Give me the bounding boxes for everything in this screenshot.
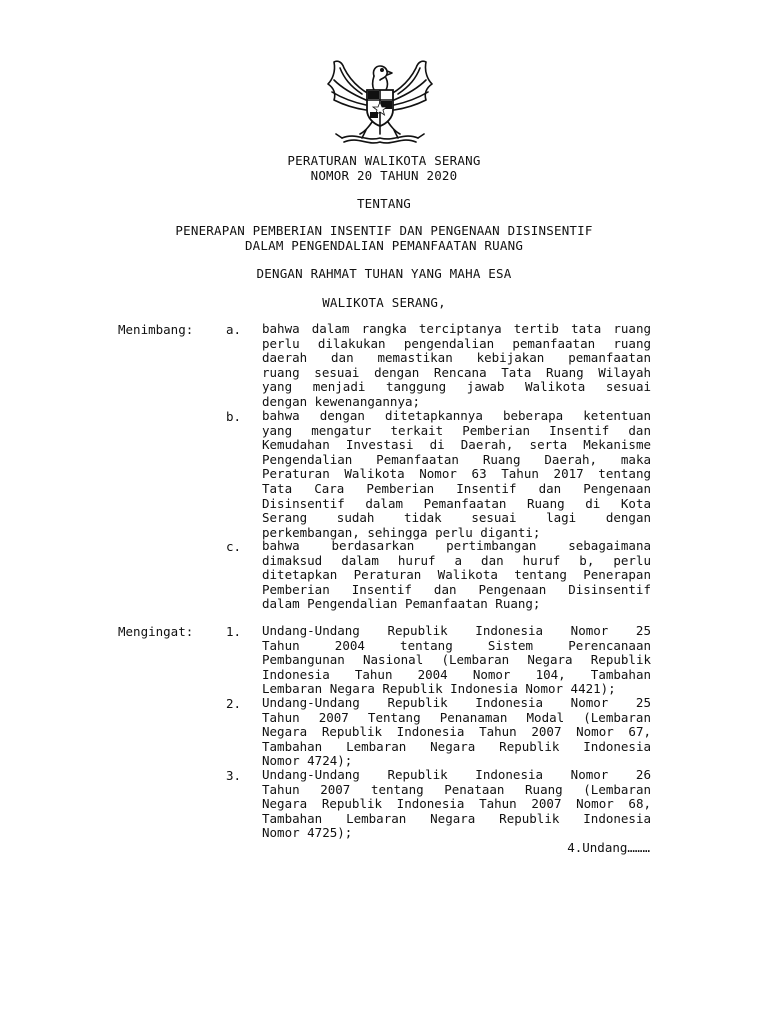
regulation-number: NOMOR 20 TAHUN 2020 [310, 168, 458, 183]
text-line: dengan kewenangannya; [262, 394, 421, 409]
text-line: Indonesia Tahun 2004 Nomor 104, Tambahan [262, 667, 651, 682]
text-line: Serang sudah tidak sesuai lagi dengan [262, 511, 651, 526]
item-text [262, 322, 651, 410]
menimbang-label: Menimbang: [118, 322, 194, 337]
subject-line-1: PENERAPAN PEMBERIAN INSENTIF DAN PENGENAAN DISINSENTIF [175, 223, 593, 238]
authority-line: WALIKOTA SERANG, [322, 295, 446, 310]
text-line: Disinsentif dalam Pemanfaatan Ruang di Kota [262, 496, 651, 511]
item-marker: c. [226, 539, 242, 554]
item-text [262, 409, 651, 540]
item-marker: 2. [226, 696, 242, 711]
item-marker: a. [226, 322, 242, 337]
text-line: Negara Republik Indonesia Tahun 2007 Nomor 68, [262, 797, 651, 812]
text-line: Peraturan Walikota Nomor 63 Tahun 2017 tentang [262, 467, 651, 482]
text-line: perlu dilakukan pengendalian pemanfaatan ruang [262, 336, 651, 351]
text-line: Tahun 2007 Tentang Penanaman Modal (Lembaran [262, 710, 651, 725]
text-line: bahwa dengan ditetapkannya beberapa ketentuan [262, 409, 651, 423]
mengingat-label: Mengingat: [118, 624, 194, 639]
text-line: Undang-Undang Republik Indonesia Nomor 25 [262, 624, 651, 638]
text-line: Negara Republik Indonesia Tahun 2007 Nomor 67, [262, 725, 651, 740]
text-line: yang menjadi tanggung jawab Walikota sesuai [262, 380, 651, 395]
text-line: dimaksud dalam huruf a dan huruf b, perlu [262, 553, 651, 568]
item-marker: 3. [226, 768, 242, 783]
text-line: Nomor 4725); [262, 826, 353, 841]
item-marker: b. [226, 409, 242, 424]
item-text [262, 696, 651, 769]
text-line: Tambahan Lembaran Negara Republik Indonesia [262, 739, 651, 754]
page-continuation: 4.Undang……… [567, 840, 650, 855]
text-line: Tahun 2004 tentang Sistem Perencanaan [262, 638, 651, 653]
text-line: Nomor 4724); [262, 754, 353, 769]
text-line: dalam Pengendalian Pemanfaatan Ruang; [262, 597, 541, 612]
item-marker: 1. [226, 624, 242, 639]
item-text [262, 624, 651, 697]
garuda-emblem-icon [322, 54, 438, 148]
text-line: perkembangan, sehingga perlu diganti; [262, 525, 541, 540]
item-text [262, 539, 651, 612]
text-line: bahwa dalam rangka terciptanya tertib tata ruang [262, 322, 651, 336]
regulation-title: PERATURAN WALIKOTA SERANG [287, 153, 481, 168]
item-text [262, 768, 651, 841]
text-line: Pemberian Insentif dan Pengenaan Disinsentif [262, 582, 651, 597]
text-line: Undang-Undang Republik Indonesia Nomor 26 [262, 768, 651, 782]
text-line: bahwa berdasarkan pertimbangan sebagaimana [262, 539, 651, 553]
text-line: Pembangunan Nasional (Lembaran Negara Republik [262, 653, 651, 668]
tentang-heading: TENTANG [356, 196, 412, 211]
text-line: Undang-Undang Republik Indonesia Nomor 25 [262, 696, 651, 710]
text-line: yang mengatur terkait Pemberian Insentif dan [262, 423, 651, 438]
text-line: Pengendalian Pemanfaatan Ruang Daerah, maka [262, 452, 651, 467]
text-line: Kemudahan Investasi di Daerah, serta Mekanisme [262, 438, 651, 453]
text-line: Tambahan Lembaran Negara Republik Indonesia [262, 811, 651, 826]
text-line: daerah dan memastikan kebijakan pemanfaatan [262, 351, 651, 366]
subject-line-2: DALAM PENGENDALIAN PEMANFAATAN RUANG [244, 238, 524, 253]
invocation-line: DENGAN RAHMAT TUHAN YANG MAHA ESA [256, 266, 512, 281]
text-line: ditetapkan Peraturan Walikota tentang Penerapan [262, 568, 651, 583]
text-line: Tahun 2007 tentang Penataan Ruang (Lembaran [262, 782, 651, 797]
text-line: Tata Cara Pemberian Insentif dan Pengenaan [262, 481, 651, 496]
text-line: Lembaran Negara Republik Indonesia Nomor 4421); [262, 682, 616, 697]
text-line: ruang sesuai dengan Rencana Tata Ruang Wilayah [262, 365, 651, 380]
